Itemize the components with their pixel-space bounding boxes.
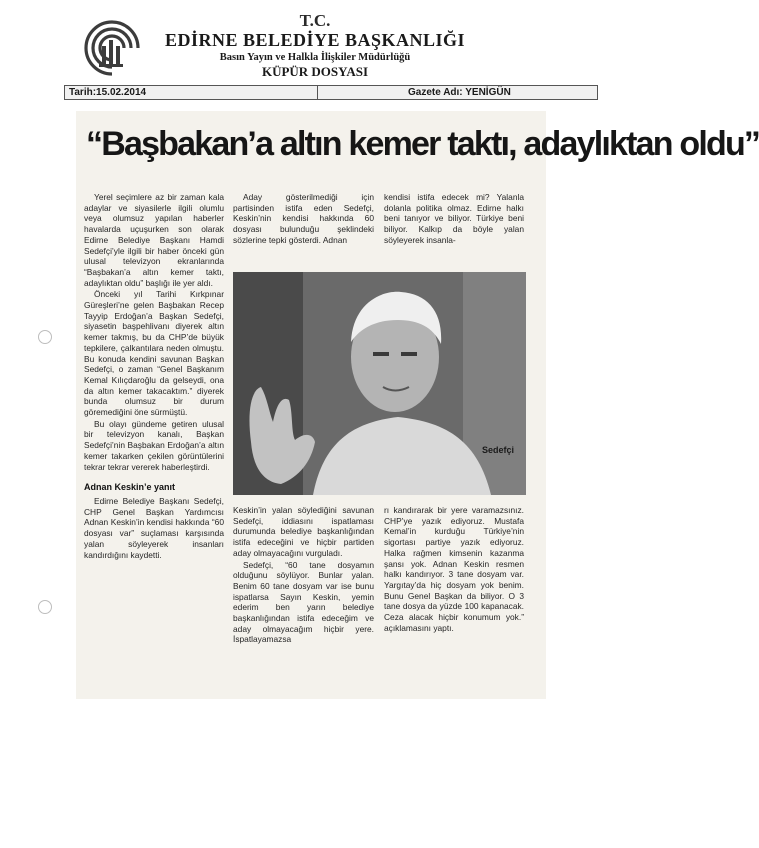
paragraph: rı kandırarak bir yere varamazsınız. CHP’ye yazık ediyoruz. Mustafa Kemal’in kurduğu Türkiye’nin sigortası partiye yazık ediyoruz. Halka rağmen kimsenin kazanma şansı yok. Adnan Keskin resmen halkı kandırıyor. 3 tane dosyam var. Yargıtay’da hiç dosyam yok benim. Bunu Genel Başkan da biliyor. O 3 tane dosya da yüzde 100 kapanacak. Ceza alacak hiçbir konumum yok.” açıklamasını yaptı. — [384, 505, 524, 633]
article-column-3-bottom — [384, 505, 524, 633]
paragraph: Bu olayı gündeme getiren ulusal bir televizyon kanalı, Başkan Sedefçi’nin Başbakan Erdoğan’a altın kemer takarken çekilen görüntülerini tekrar tekrar vererek haberleştirdi. — [84, 418, 224, 472]
date-field: Tarih:15.02.2014 — [69, 87, 147, 98]
article-column-3-top — [384, 192, 524, 246]
paragraph: Edirne Belediye Başkanı Sedefçi, CHP Genel Başkan Yardımcısı Adnan Keskin’in kendisi hakkında “60 dosyası var” suçlaması karşısında yalan söyleyerek insanları kandırdığını kaydetti. — [84, 495, 224, 560]
article-column-1 — [84, 192, 224, 560]
republic-label: T.C. — [299, 11, 331, 30]
article-column-2-bottom — [233, 505, 374, 645]
paragraph: Yerel seçimlere az bir zaman kala adaylar ve siyasilerle ilgili olumlu veya olumsuz yapılan haberler havalarda uçuşurken son olarak Edirne Belediye Başkanı Hamdi Sedefçi’yle ilgili bir haber önceki gün ulusal televizyon ekranlarında “Başbakan’a altın kemer taktı, adaylıktan oldu” başlığı ile yer aldı. — [84, 192, 224, 288]
paragraph: Önceki yıl Tarihi Kırkpınar Güreşleri’ne gelen Başbakan Recep Tayyip Erdoğan’a Başkan Sedefçi, siyasetin başpehlivanı diyerek altın kemer takmış, bu da CHP’de büyük tepkilere, çalkantılara neden olmuştu. Bu konuda kendini savunan Başkan Sedefçi, o zaman “Genel Başkanım Kemal Kılıçdaroğlu da gelseydi, ona da altın kemer takacaktım.” diyerek bunda olumsuz bir durum göremediğini öne sürmüştü. — [84, 289, 224, 418]
photo-caption: Sedefçi — [481, 445, 514, 455]
binder-hole — [38, 330, 52, 344]
paragraph: Keskin’in yalan söylediğini savunan Sedefçi, iddiasını ispatlaması durumunda belediye başkanlığından istifa edeceğini ve hiçbir partiden aday olmayacağını vurguladı. — [233, 505, 374, 558]
article-headline: “Başbakan’a altın kemer taktı, adaylıktan oldu” — [86, 125, 759, 163]
binder-hole — [38, 600, 52, 614]
newspaper-field: Gazete Adı: YENİGÜN — [408, 87, 511, 98]
paragraph: kendisi istifa edecek mi? Yalanla dolanla politika olmaz. Edirne halkı beni tanıyor ve biliyor. Türkiye beni biliyor. Kalkıp da böyle yalan söyleyerek insanla- — [384, 192, 524, 245]
institution-name: EDİRNE BELEDİYE BAŞKANLIĞI — [164, 30, 466, 50]
info-bar — [64, 85, 598, 100]
article-subheading: Adnan Keskin’e yanıt — [84, 482, 176, 493]
info-bar-divider — [317, 85, 318, 99]
paragraph: Sedefçi, “60 tane dosyamın olduğunu söylüyor. Bunlar yalan. Benim 60 tane dosyam var ise bunu ispatlarsa Sayın Keskin, yemin ederim ben yarın belediye başkanlığından istifa edeceğim ve aday olmayacağım hiçbir yere. İspatlayamazsa — [233, 559, 374, 645]
municipality-logo — [82, 16, 142, 78]
photo-illustration — [233, 272, 526, 495]
article-photo — [233, 272, 526, 495]
department-name: Basın Yayın ve Halkla İlişkiler Müdürlüğü — [219, 52, 411, 63]
article-column-2-top — [233, 192, 374, 246]
paragraph: Aday gösterilmediği için partisinden istifa eden Sedefçi, Keskin’nin kendisi hakkında 60 dosyası bulunduğu şeklindeki sözlerine tepki gösterdi. Adnan — [233, 192, 374, 245]
letterhead — [150, 12, 480, 79]
clipping-file-label: KÜPÜR DOSYASI — [261, 64, 369, 79]
